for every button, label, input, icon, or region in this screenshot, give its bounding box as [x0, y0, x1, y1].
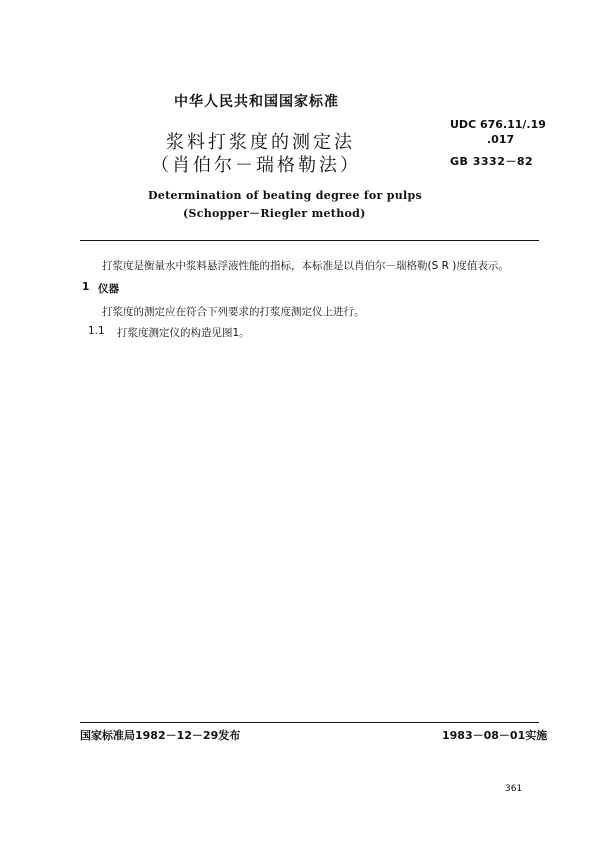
document-subtitle-cn: （肖伯尔－瑞格勒法）	[151, 155, 361, 176]
udc-code-line1: UDC 676.11/.19	[450, 118, 546, 131]
subsection-text: 打浆度测定仪的构造见图1。	[117, 327, 250, 339]
section-number: 1	[82, 281, 90, 293]
document-title-cn: 浆料打浆度的测定法	[166, 132, 355, 153]
document-subtitle-en: (Schopper－Riegler method)	[183, 207, 366, 220]
subsection-number: 1.1	[88, 325, 105, 337]
udc-code-line2: .017	[487, 133, 515, 146]
document-title-en: Determination of beating degree for pulps	[148, 189, 423, 202]
effective-date: 1983－08－01实施	[442, 729, 548, 742]
intro-paragraph: 打浆度是衡量水中浆料悬浮液性能的指标，本标准是以肖伯尔－瑞格勒(S R )度值表示。	[102, 260, 509, 272]
header-divider	[80, 240, 539, 241]
section-paragraph: 打浆度的测定应在符合下列要求的打浆度测定仪上进行。	[102, 306, 365, 318]
section-title: 仪器	[98, 283, 119, 295]
page-number: 361	[505, 784, 523, 794]
issue-date: 国家标准局1982－12－29发布	[80, 729, 241, 742]
footer-divider	[80, 722, 539, 723]
national-standard-heading: 中华人民共和国国家标准	[174, 94, 339, 110]
gb-standard-number: GB 3332－82	[450, 155, 534, 168]
